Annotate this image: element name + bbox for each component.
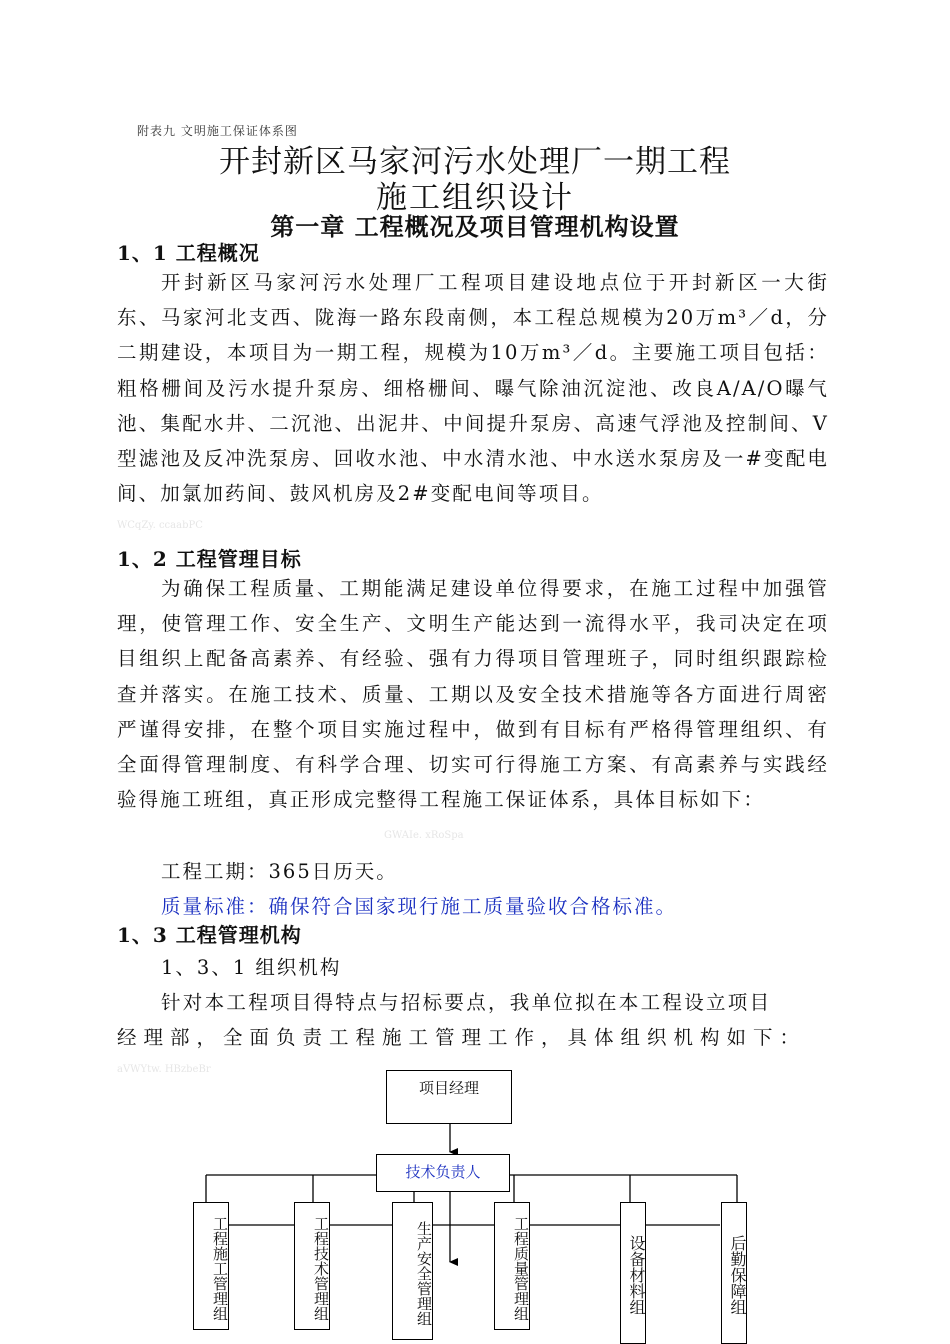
document-title: 开封新区马家河污水处理厂一期工程 <box>219 144 731 180</box>
section-1-2-paragraph: 为确保工程质量、工期能满足建设单位得要求，在施工过程中加强管理，使管理工作、安全生产、文明生产能达到一流得水平，我司决定在项目组织上配备高素养、有经验、强有力得项目管理班子，同时组织跟踪检查并落实。在施工技术、质量、工期以及安全技术措施等各方面进行周密严谨得安排，在整个项目实施过程中，做到有目标有严格得管理组织、有全面得管理制度、有科学合理、切实可行得施工方案、有高素养与实践经验得施工班组，真正形成完整得工程施工保证体系，具体目标如下： <box>117 577 829 812</box>
duration-line: 工程工期：365日历天。 <box>161 860 398 883</box>
org-box-technical-lead: 技术负责人 <box>376 1154 510 1192</box>
document-subtitle: 施工组织设计 <box>376 180 574 216</box>
subsection-heading-1-3-1: 1、3、1 组织机构 <box>161 956 342 979</box>
org-box-construction-management: 工程施工管理组 <box>193 1202 229 1330</box>
section-heading-1-3: 1、3 工程管理机构 <box>117 923 302 947</box>
org-box-safety-management: 生产安全管理组 <box>392 1202 433 1340</box>
faint-watermark-text: aVWYtw. HBzbeBr <box>117 1064 211 1075</box>
org-box-technical-management: 工程技术管理组 <box>294 1202 330 1330</box>
quality-standard-line: 质量标准：确保符合国家现行施工质量验收合格标准。 <box>161 895 678 918</box>
appendix-label: 附表九 文明施工保证体系图 <box>137 124 298 138</box>
chapter-heading: 第一章 工程概况及项目管理机构设置 <box>270 212 680 241</box>
section-heading-1-2: 1、2 工程管理目标 <box>117 547 302 571</box>
org-intro-line-1: 针对本工程项目得特点与招标要点，我单位拟在本工程设立项目 <box>161 991 772 1014</box>
section-heading-1-1: 1、1 工程概况 <box>117 241 260 265</box>
org-box-project-manager: 项目经理 <box>386 1070 512 1124</box>
faint-watermark-text: GWAIe. xRoSpa <box>384 830 464 841</box>
org-box-equipment-materials: 设备材料组 <box>620 1202 646 1344</box>
org-box-logistics: 后勤保障组 <box>721 1202 747 1344</box>
org-box-quality-management: 工程质量管理组 <box>494 1202 530 1330</box>
section-1-1-paragraph: 开封新区马家河污水处理厂工程项目建设地点位于开封新区一大街东、马家河北支西、陇海一路东段南侧，本工程总规模为20万m³／d，分二期建设，本项目为一期工程，规模为10万m³／d。主要施工项目包括：粗格栅间及污水提升泵房、细格栅间、曝气除油沉淀池、改良A/A/O曝气池、集配水井、二沉池、出泥井、中间提升泵房、高速气浮池及控制间、V型滤池及反冲洗泵房、回收水池、中水清水池、中水送水泵房及一#变配电间、加氯加药间、鼓风机房及2#变配电间等项目。 <box>117 271 829 506</box>
faint-watermark-text: WCqZy. ccaabPC <box>117 520 203 531</box>
org-intro-line-2: 经理部，全面负责工程施工管理工作，具体组织机构如下： <box>117 1026 807 1049</box>
